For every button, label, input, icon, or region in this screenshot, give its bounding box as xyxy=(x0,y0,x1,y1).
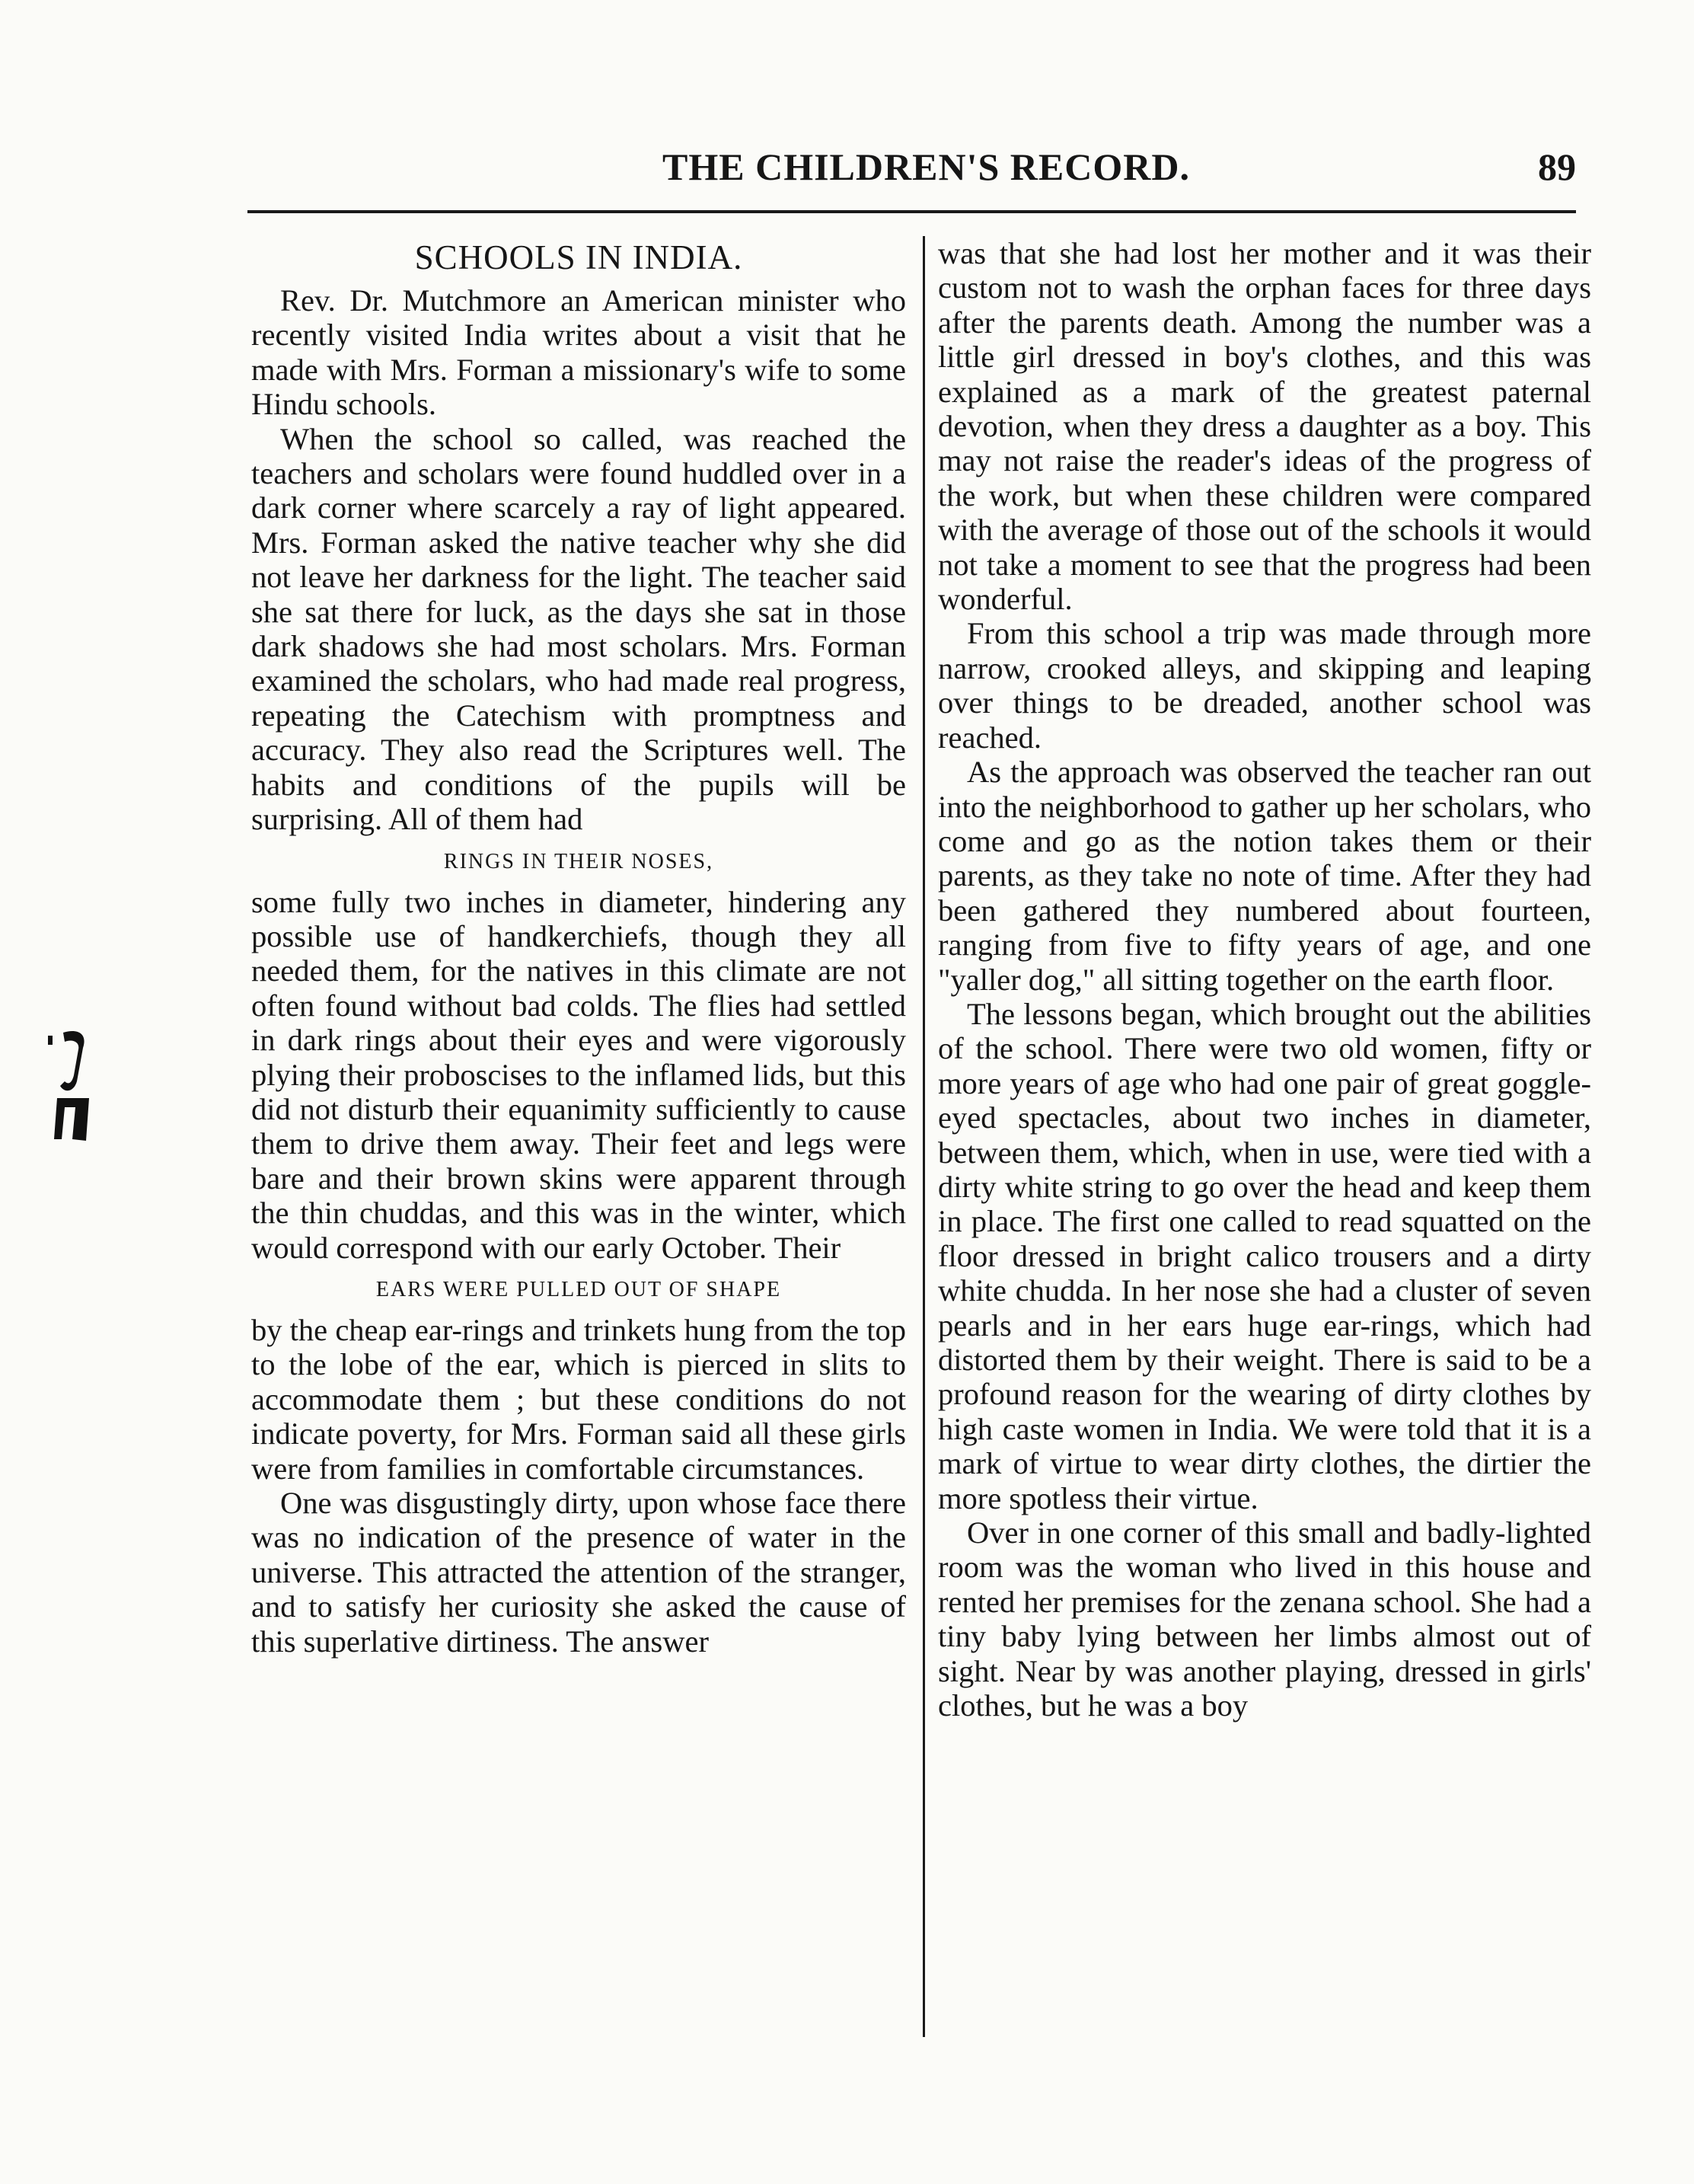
paragraph: by the cheap ear-rings and trinkets hung from the top to the lobe of the ear, which is pierced in slits to accommodate them ; but these conditions do not indicate poverty, for Mrs. Forman said all these girls were from families in comfortable circumstances. xyxy=(251,1312,906,1486)
paragraph: Over in one corner of this small and badly-lighted room was the woman who lived in this house and rented her premises for the zenana school. She had a tiny baby lying between her limbs almost out of sight. Near by was another playing, dressed in girls' clothes, but he was a boy xyxy=(938,1515,1591,1723)
running-header xyxy=(251,145,1576,198)
paragraph: When the school so called, was reached the teachers and scholars were found huddled over in a dark corner where scarcely a ray of light appeared. Mrs. Forman asked the native teacher why she did not leave her darkness for the light. The teacher said she sat there for luck, as the days she sat in those dark shadows she had most scholars. Mrs. Forman examined the scholars, who had made real progress, repeating the Catechism with promptness and accuracy. They also read the Scriptures well. The habits and conditions of the pupils will be surprising. All of them had xyxy=(251,421,906,837)
publication-title: THE CHILDREN'S RECORD. xyxy=(662,145,1190,188)
section-subhead: EARS WERE PULLED OUT OF SHAPE xyxy=(375,1277,782,1301)
margin-ink-mark xyxy=(42,1028,95,1142)
paragraph: From this school a trip was made through more narrow, crooked alleys, and skipping and leaping over things to be dreaded, another school was reached. xyxy=(938,616,1591,755)
paragraph: One was disgustingly dirty, upon whose face there was no indication of the presence of water in the universe. This attracted the attention of the stranger, and to satisfy her curiosity she asked the cause of this superlative dirtiness. The answer xyxy=(251,1486,906,1659)
paragraph: some fully two inches in diameter, hindering any possible use of handkerchiefs, though they all needed them, for the natives in this climate are not often found without bad colds. The flies had settled in dark rings about their eyes and were vigorously plying their proboscises to the inflamed lids, but this did not disturb their equanimity sufficiently to cause them to drive them away. Their feet and legs were bare and their brown skins were apparent through the thin chuddas, and this was in the winter, which would correspond with our early October. Their xyxy=(251,884,906,1265)
right-column xyxy=(938,236,1591,1723)
paragraph: Rev. Dr. Mutchmore an American minister who recently visited India writes about a visit that he made with Mrs. Forman a missionary's wife to some Hindu schools. xyxy=(251,283,906,422)
paragraph: was that she had lost her mother and it was their custom not to wash the orphan faces for three days after the parents death. Among the number was a little girl dressed in boy's clothes, and this was explained as a mark of the greatest paternal devotion, when they dress a daughter as a boy. This may not raise the reader's ideas of the progress of the work, but when these children were compared with the average of those out of the schools it would not take a moment to see that the progress had been wonderful. xyxy=(938,236,1591,617)
column-divider xyxy=(923,236,925,2037)
page-number: 89 xyxy=(1538,145,1576,188)
paragraph: As the approach was observed the teacher ran out into the neighborhood to gather up her scholars, who come and go as the notion takes them or their parents, as they take no note of time. After they had been gathered they numbered about fourteen, ranging from five to fifty years of age, and one "yaller dog," all sitting together on the earth floor. xyxy=(938,755,1591,997)
left-column xyxy=(251,236,906,1659)
header-rule xyxy=(247,210,1576,213)
article-title: SCHOOLS IN INDIA. xyxy=(414,238,743,276)
paragraph: The lessons began, which brought out the abilities of the school. There were two old women, fifty or more years of age who had one pair of great goggle-eyed spectacles, about two inches in diameter, between them, which, when in use, were tied with a dirty white string to go over the head and keep them in place. The first one called to read squatted on the floor dressed in bright calico trousers and a dirty white chudda. In her nose she had a cluster of seven pearls and in her ears huge ear-rings, which had distorted them by their weight. There is said to be a profound reason for the wearing of dirty clothes by high caste women in India. We were told that it is a mark of virtue to wear dirty clothes, the dirtier the more spotless their virtue. xyxy=(938,996,1591,1515)
section-subhead: RINGS IN THEIR NOSES, xyxy=(443,849,714,873)
